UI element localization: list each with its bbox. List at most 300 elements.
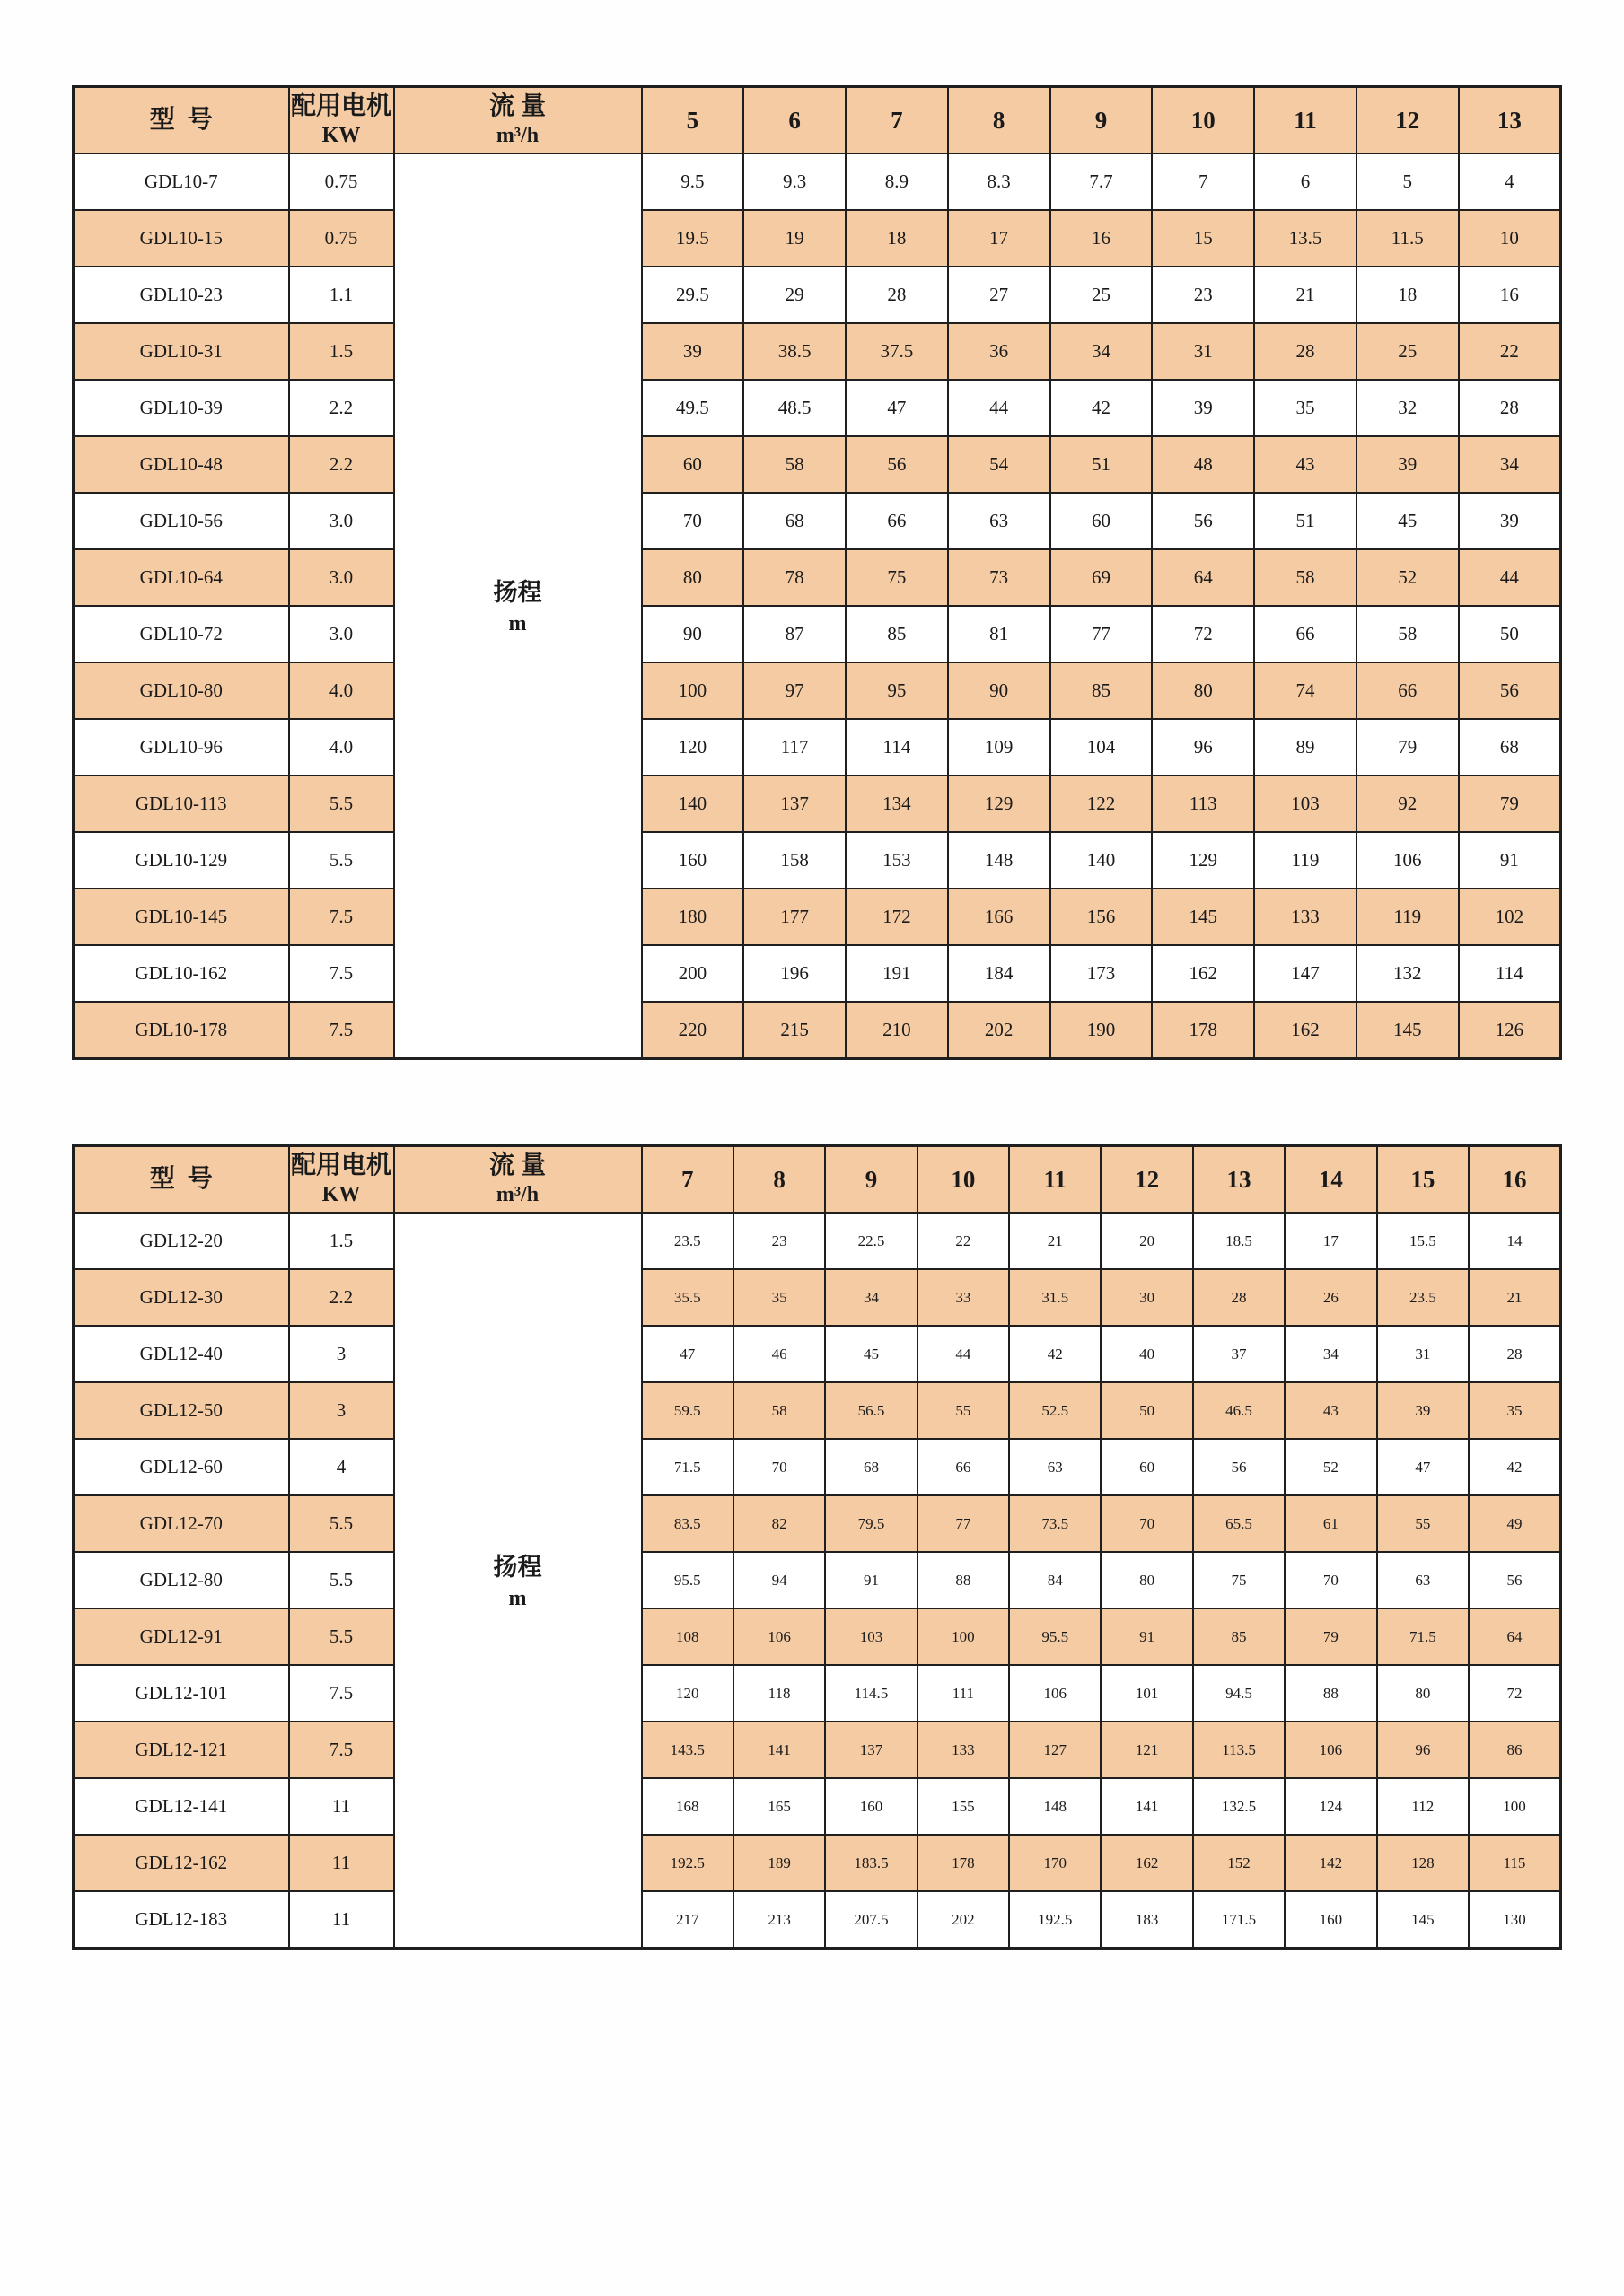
head-value-cell: 34: [1285, 1326, 1376, 1382]
pump-table-gdl10: [72, 85, 1562, 1060]
table-row: [74, 549, 1561, 606]
head-value-cell: 127: [1009, 1722, 1101, 1778]
head-value-cell: 58: [733, 1382, 825, 1439]
table-row: [74, 323, 1561, 380]
head-value-cell: 192.5: [1009, 1891, 1101, 1949]
head-value-cell: 77: [1050, 606, 1153, 662]
model-column-header: [74, 87, 289, 154]
pump-model-cell: GDL10-72: [74, 606, 289, 662]
flow-value-column-header: 12: [1356, 87, 1459, 154]
flow-value-column-header: 12: [1101, 1146, 1192, 1214]
head-value-cell: 29: [743, 267, 846, 323]
motor-power-cell: 11: [289, 1778, 394, 1835]
head-value-cell: 165: [733, 1778, 825, 1835]
head-value-cell: 153: [846, 832, 948, 889]
pump-model-cell: GDL10-113: [74, 776, 289, 832]
head-value-cell: 63: [948, 493, 1050, 549]
head-value-cell: 88: [1285, 1665, 1376, 1722]
head-value-cell: 124: [1285, 1778, 1376, 1835]
head-value-cell: 80: [1101, 1552, 1192, 1608]
head-value-cell: 102: [1459, 889, 1561, 945]
head-value-cell: 106: [1356, 832, 1459, 889]
head-value-cell: 34: [825, 1269, 917, 1326]
head-value-cell: 81: [948, 606, 1050, 662]
flow-value-column-header: 10: [1152, 87, 1254, 154]
pump-model-cell: GDL10-129: [74, 832, 289, 889]
head-value-cell: 39: [1152, 380, 1254, 436]
head-value-cell: 91: [1101, 1608, 1192, 1665]
head-value-cell: 28: [1469, 1326, 1560, 1382]
head-value-cell: 35: [1254, 380, 1356, 436]
flow-value-column-header: 16: [1469, 1146, 1560, 1214]
head-value-cell: 40: [1101, 1326, 1192, 1382]
head-value-cell: 56: [1459, 662, 1561, 719]
table-row: [74, 832, 1561, 889]
head-value-cell: 196: [743, 945, 846, 1002]
head-value-cell: 25: [1356, 323, 1459, 380]
head-value-cell: 35.5: [642, 1269, 733, 1326]
head-value-cell: 16: [1050, 210, 1153, 267]
head-value-cell: 64: [1152, 549, 1254, 606]
head-value-cell: 160: [825, 1778, 917, 1835]
motor-power-cell: 11: [289, 1835, 394, 1891]
pump-model-cell: GDL12-162: [74, 1835, 289, 1891]
table-row: [74, 380, 1561, 436]
header-row: [74, 87, 1561, 154]
head-value-cell: 90: [948, 662, 1050, 719]
flow-value-column-header: 6: [743, 87, 846, 154]
head-value-cell: 220: [642, 1002, 744, 1059]
head-value-cell: 85: [1193, 1608, 1285, 1665]
head-value-cell: 130: [1469, 1891, 1560, 1949]
head-value-cell: 145: [1377, 1891, 1469, 1949]
head-value-cell: 91: [1459, 832, 1561, 889]
head-value-cell: 82: [733, 1495, 825, 1552]
head-value-cell: 16: [1459, 267, 1561, 323]
motor-header-label: 配用电机: [290, 92, 391, 120]
head-value-cell: 6: [1254, 153, 1356, 210]
head-value-cell: 90: [642, 606, 744, 662]
head-value-cell: 73: [948, 549, 1050, 606]
pump-model-cell: GDL10-56: [74, 493, 289, 549]
head-merged-cell: [394, 153, 642, 1059]
head-value-cell: 96: [1377, 1722, 1469, 1778]
head-value-cell: 86: [1469, 1722, 1560, 1778]
head-value-cell: 80: [1152, 662, 1254, 719]
table-row: [74, 210, 1561, 267]
head-value-cell: 80: [642, 549, 744, 606]
head-value-cell: 70: [642, 493, 744, 549]
table-row: [74, 1439, 1561, 1495]
head-value-cell: 113.5: [1193, 1722, 1285, 1778]
head-value-cell: 39: [1356, 436, 1459, 493]
motor-power-cell: 2.2: [289, 1269, 394, 1326]
head-value-cell: 184: [948, 945, 1050, 1002]
flow-value-column-header: 7: [642, 1146, 733, 1214]
head-value-cell: 50: [1459, 606, 1561, 662]
flow-value-column-header: 13: [1193, 1146, 1285, 1214]
motor-power-cell: 0.75: [289, 210, 394, 267]
head-value-cell: 11.5: [1356, 210, 1459, 267]
head-value-cell: 120: [642, 1665, 733, 1722]
head-value-cell: 129: [1152, 832, 1254, 889]
head-value-cell: 21: [1009, 1213, 1101, 1269]
flow-header-unit: m³/h: [496, 124, 540, 147]
head-value-cell: 44: [1459, 549, 1561, 606]
pump-model-cell: GDL12-20: [74, 1213, 289, 1269]
head-value-cell: 18: [846, 210, 948, 267]
head-value-cell: 13.5: [1254, 210, 1356, 267]
head-value-cell: 75: [846, 549, 948, 606]
motor-power-cell: 7.5: [289, 1002, 394, 1059]
head-value-cell: 52: [1356, 549, 1459, 606]
head-value-cell: 191: [846, 945, 948, 1002]
head-value-cell: 66: [846, 493, 948, 549]
table-row: [74, 1269, 1561, 1326]
table-row: [74, 1665, 1561, 1722]
head-value-cell: 160: [642, 832, 744, 889]
head-value-cell: 152: [1193, 1835, 1285, 1891]
head-value-cell: 47: [642, 1326, 733, 1382]
table-row: [74, 1835, 1561, 1891]
head-value-cell: 213: [733, 1891, 825, 1949]
head-value-cell: 58: [743, 436, 846, 493]
head-value-cell: 88: [917, 1552, 1009, 1608]
head-value-cell: 31.5: [1009, 1269, 1101, 1326]
table-row: [74, 1213, 1561, 1269]
head-value-cell: 103: [825, 1608, 917, 1665]
head-value-cell: 45: [825, 1326, 917, 1382]
head-value-cell: 171.5: [1193, 1891, 1285, 1949]
head-value-cell: 109: [948, 719, 1050, 776]
flow-value-column-header: 14: [1285, 1146, 1376, 1214]
head-value-cell: 15.5: [1377, 1213, 1469, 1269]
table-row: [74, 1495, 1561, 1552]
head-value-cell: 19: [743, 210, 846, 267]
head-value-cell: 108: [642, 1608, 733, 1665]
head-value-cell: 106: [1285, 1722, 1376, 1778]
head-value-cell: 28: [1193, 1269, 1285, 1326]
head-value-cell: 97: [743, 662, 846, 719]
head-value-cell: 78: [743, 549, 846, 606]
head-value-cell: 34: [1050, 323, 1153, 380]
head-value-cell: 103: [1254, 776, 1356, 832]
motor-power-cell: 1.5: [289, 1213, 394, 1269]
pump-model-cell: GDL12-101: [74, 1665, 289, 1722]
head-value-cell: 114: [846, 719, 948, 776]
head-value-cell: 23.5: [642, 1213, 733, 1269]
head-value-cell: 70: [1101, 1495, 1192, 1552]
head-value-cell: 133: [917, 1722, 1009, 1778]
head-value-cell: 156: [1050, 889, 1153, 945]
head-value-cell: 20: [1101, 1213, 1192, 1269]
motor-header-unit: KW: [321, 1183, 361, 1206]
head-value-cell: 51: [1254, 493, 1356, 549]
head-value-cell: 39: [1459, 493, 1561, 549]
pump-model-cell: GDL12-30: [74, 1269, 289, 1326]
head-value-cell: 162: [1152, 945, 1254, 1002]
head-value-cell: 31: [1152, 323, 1254, 380]
head-value-cell: 18.5: [1193, 1213, 1285, 1269]
head-value-cell: 79.5: [825, 1495, 917, 1552]
head-value-cell: 36: [948, 323, 1050, 380]
head-value-cell: 28: [1459, 380, 1561, 436]
head-value-cell: 56.5: [825, 1382, 917, 1439]
head-value-cell: 210: [846, 1002, 948, 1059]
head-value-cell: 141: [1101, 1778, 1192, 1835]
head-value-cell: 132: [1356, 945, 1459, 1002]
head-value-cell: 43: [1254, 436, 1356, 493]
head-value-cell: 52.5: [1009, 1382, 1101, 1439]
head-value-cell: 145: [1356, 1002, 1459, 1059]
head-value-cell: 32: [1356, 380, 1459, 436]
head-value-cell: 17: [948, 210, 1050, 267]
head-value-cell: 121: [1101, 1722, 1192, 1778]
head-value-cell: 63: [1009, 1439, 1101, 1495]
head-value-cell: 137: [743, 776, 846, 832]
motor-power-cell: 5.5: [289, 1608, 394, 1665]
head-value-cell: 162: [1101, 1835, 1192, 1891]
head-value-cell: 22: [1459, 323, 1561, 380]
head-value-cell: 65.5: [1193, 1495, 1285, 1552]
head-value-cell: 92: [1356, 776, 1459, 832]
head-value-cell: 31: [1377, 1326, 1469, 1382]
head-value-cell: 25: [1050, 267, 1153, 323]
head-value-cell: 173: [1050, 945, 1153, 1002]
motor-power-cell: 5.5: [289, 832, 394, 889]
head-value-cell: 29.5: [642, 267, 744, 323]
head-value-cell: 180: [642, 889, 744, 945]
pump-model-cell: GDL10-23: [74, 267, 289, 323]
head-value-cell: 118: [733, 1665, 825, 1722]
head-value-cell: 129: [948, 776, 1050, 832]
head-value-cell: 23: [1152, 267, 1254, 323]
head-value-cell: 142: [1285, 1835, 1376, 1891]
head-value-cell: 48: [1152, 436, 1254, 493]
head-value-cell: 177: [743, 889, 846, 945]
head-value-cell: 35: [733, 1269, 825, 1326]
head-value-cell: 160: [1285, 1891, 1376, 1949]
head-value-cell: 106: [733, 1608, 825, 1665]
head-value-cell: 111: [917, 1665, 1009, 1722]
flow-value-column-header: 11: [1009, 1146, 1101, 1214]
head-value-cell: 112: [1377, 1778, 1469, 1835]
head-value-cell: 143.5: [642, 1722, 733, 1778]
flow-value-column-header: 9: [1050, 87, 1153, 154]
head-value-cell: 22: [917, 1213, 1009, 1269]
pump-table-gdl10-wrap: [72, 85, 1562, 1060]
head-label: 扬程: [493, 1553, 542, 1581]
pump-model-cell: GDL10-178: [74, 1002, 289, 1059]
flow-value-column-header: 8: [733, 1146, 825, 1214]
motor-power-cell: 3.0: [289, 606, 394, 662]
flow-value-column-header: 8: [948, 87, 1050, 154]
pump-model-cell: GDL10-162: [74, 945, 289, 1002]
head-value-cell: 21: [1469, 1269, 1560, 1326]
head-value-cell: 30: [1101, 1269, 1192, 1326]
pump-model-cell: GDL10-96: [74, 719, 289, 776]
table-row: [74, 1326, 1561, 1382]
head-value-cell: 207.5: [825, 1891, 917, 1949]
head-value-cell: 46.5: [1193, 1382, 1285, 1439]
head-value-cell: 71.5: [642, 1439, 733, 1495]
head-value-cell: 60: [642, 436, 744, 493]
head-value-cell: 120: [642, 719, 744, 776]
head-value-cell: 77: [917, 1495, 1009, 1552]
table-row: [74, 889, 1561, 945]
pump-model-cell: GDL10-31: [74, 323, 289, 380]
head-value-cell: 83.5: [642, 1495, 733, 1552]
head-value-cell: 166: [948, 889, 1050, 945]
head-value-cell: 140: [1050, 832, 1153, 889]
table-row: [74, 153, 1561, 210]
head-value-cell: 189: [733, 1835, 825, 1891]
head-value-cell: 59.5: [642, 1382, 733, 1439]
pump-model-cell: GDL10-48: [74, 436, 289, 493]
head-value-cell: 75: [1193, 1552, 1285, 1608]
head-value-cell: 132.5: [1193, 1778, 1285, 1835]
motor-power-cell: 5.5: [289, 1495, 394, 1552]
head-value-cell: 44: [917, 1326, 1009, 1382]
head-value-cell: 148: [1009, 1778, 1101, 1835]
pump-model-cell: GDL10-145: [74, 889, 289, 945]
head-value-cell: 158: [743, 832, 846, 889]
pump-model-cell: GDL12-141: [74, 1778, 289, 1835]
table-row: [74, 1382, 1561, 1439]
head-value-cell: 217: [642, 1891, 733, 1949]
head-value-cell: 168: [642, 1778, 733, 1835]
head-value-cell: 66: [1254, 606, 1356, 662]
head-value-cell: 145: [1152, 889, 1254, 945]
head-value-cell: 202: [948, 1002, 1050, 1059]
head-value-cell: 100: [1469, 1778, 1560, 1835]
motor-power-cell: 3.0: [289, 549, 394, 606]
pump-model-cell: GDL10-15: [74, 210, 289, 267]
head-value-cell: 133: [1254, 889, 1356, 945]
head-value-cell: 85: [1050, 662, 1153, 719]
head-value-cell: 21: [1254, 267, 1356, 323]
table-row: [74, 1608, 1561, 1665]
head-value-cell: 49: [1469, 1495, 1560, 1552]
pump-model-cell: GDL12-183: [74, 1891, 289, 1949]
motor-header-label: 配用电机: [290, 1152, 391, 1179]
pump-model-cell: GDL12-60: [74, 1439, 289, 1495]
head-value-cell: 94: [733, 1552, 825, 1608]
head-value-cell: 80: [1377, 1665, 1469, 1722]
motor-power-cell: 3: [289, 1382, 394, 1439]
head-value-cell: 37.5: [846, 323, 948, 380]
head-value-cell: 23.5: [1377, 1269, 1469, 1326]
head-value-cell: 70: [733, 1439, 825, 1495]
head-value-cell: 79: [1459, 776, 1561, 832]
motor-power-cell: 1.1: [289, 267, 394, 323]
head-value-cell: 155: [917, 1778, 1009, 1835]
motor-header-unit: KW: [321, 124, 361, 147]
head-value-cell: 15: [1152, 210, 1254, 267]
head-value-cell: 147: [1254, 945, 1356, 1002]
head-value-cell: 55: [1377, 1495, 1469, 1552]
head-value-cell: 178: [917, 1835, 1009, 1891]
head-value-cell: 45: [1356, 493, 1459, 549]
head-value-cell: 38.5: [743, 323, 846, 380]
head-value-cell: 178: [1152, 1002, 1254, 1059]
head-value-cell: 72: [1152, 606, 1254, 662]
head-value-cell: 18: [1356, 267, 1459, 323]
head-value-cell: 79: [1356, 719, 1459, 776]
pump-model-cell: GDL10-80: [74, 662, 289, 719]
head-value-cell: 94.5: [1193, 1665, 1285, 1722]
head-value-cell: 58: [1356, 606, 1459, 662]
motor-power-cell: 3: [289, 1326, 394, 1382]
head-value-cell: 49.5: [642, 380, 744, 436]
head-value-cell: 183: [1101, 1891, 1192, 1949]
head-value-cell: 44: [948, 380, 1050, 436]
head-value-cell: 192.5: [642, 1835, 733, 1891]
head-unit: m: [508, 612, 527, 635]
head-value-cell: 119: [1356, 889, 1459, 945]
head-value-cell: 42: [1009, 1326, 1101, 1382]
head-value-cell: 64: [1469, 1608, 1560, 1665]
head-value-cell: 100: [917, 1608, 1009, 1665]
head-value-cell: 170: [1009, 1835, 1101, 1891]
head-value-cell: 114.5: [825, 1665, 917, 1722]
pump-model-cell: GDL12-91: [74, 1608, 289, 1665]
table-row: [74, 267, 1561, 323]
flow-value-column-header: 5: [642, 87, 744, 154]
motor-power-cell: 2.2: [289, 436, 394, 493]
head-value-cell: 48.5: [743, 380, 846, 436]
flow-header-label: 流 量: [488, 1152, 546, 1179]
head-value-cell: 9.3: [743, 153, 846, 210]
head-value-cell: 84: [1009, 1552, 1101, 1608]
head-value-cell: 58: [1254, 549, 1356, 606]
pump-model-cell: GDL12-80: [74, 1552, 289, 1608]
motor-power-column-header: [289, 1146, 394, 1214]
head-value-cell: 119: [1254, 832, 1356, 889]
head-value-cell: 4: [1459, 153, 1561, 210]
table-row: [74, 436, 1561, 493]
head-value-cell: 28: [846, 267, 948, 323]
head-unit: m: [508, 1586, 527, 1610]
motor-power-cell: 5.5: [289, 1552, 394, 1608]
head-value-cell: 17: [1285, 1213, 1376, 1269]
head-value-cell: 148: [948, 832, 1050, 889]
head-value-cell: 14: [1469, 1213, 1560, 1269]
head-value-cell: 39: [642, 323, 744, 380]
motor-power-cell: 11: [289, 1891, 394, 1949]
pump-model-cell: GDL12-40: [74, 1326, 289, 1382]
head-value-cell: 8.9: [846, 153, 948, 210]
flow-value-column-header: 10: [917, 1146, 1009, 1214]
head-value-cell: 95: [846, 662, 948, 719]
head-value-cell: 137: [825, 1722, 917, 1778]
head-value-cell: 51: [1050, 436, 1153, 493]
motor-power-column-header: [289, 87, 394, 154]
head-value-cell: 66: [1356, 662, 1459, 719]
head-value-cell: 117: [743, 719, 846, 776]
head-value-cell: 73.5: [1009, 1495, 1101, 1552]
flow-header-label: 流 量: [488, 92, 546, 120]
head-value-cell: 134: [846, 776, 948, 832]
head-value-cell: 126: [1459, 1002, 1561, 1059]
pump-table-gdl12: [72, 1144, 1562, 1950]
head-value-cell: 56: [846, 436, 948, 493]
head-value-cell: 56: [1152, 493, 1254, 549]
head-value-cell: 56: [1469, 1552, 1560, 1608]
head-value-cell: 46: [733, 1326, 825, 1382]
pump-model-cell: GDL10-39: [74, 380, 289, 436]
head-value-cell: 22.5: [825, 1213, 917, 1269]
